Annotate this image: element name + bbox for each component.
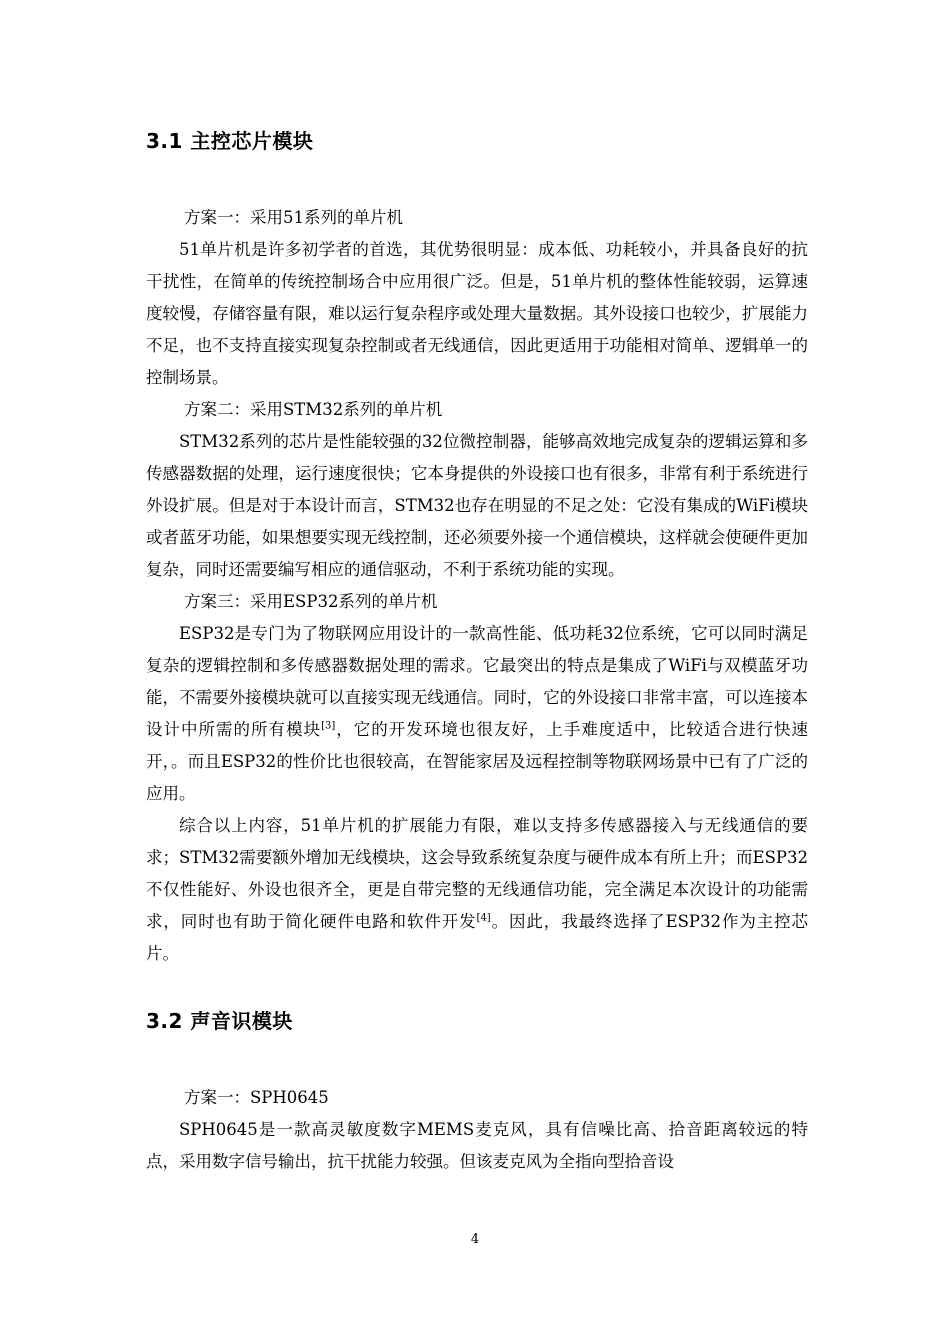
paragraph-text: 。因此，我最终选择了ESP32作为主控芯片。 [146,912,809,963]
section-heading-3-2: 3.2 声音识模块 [146,1009,293,1033]
body-paragraph: 51单片机是许多初学者的首选，其优势很明显：成本低、功耗较小，并具备良好的抗干扰性，在简单的传统控制场合中应用很广泛。但是，51单片机的整体性能较弱，运算速度较慢，存储容量有限，难以运行复杂程序或处理大量数据。其外设接口也较少，扩展能力不足，也不支持直接实现复杂控制或者无线通信，因此更适用于功能相对简单、逻辑单一的控制场景。 [146,240,808,387]
page-content [146,120,808,1178]
body-paragraph [146,810,808,970]
section-heading-3-1: 3.1 主控芯片模块 [146,129,314,153]
paragraph-text: ，它的开发环境也很友好，上手难度适中，比较适合进行快速开，。而且ESP32的性价比也很较高，在智能家居及远程控制等物联网场景中已有了广泛的应用。 [146,720,809,803]
scheme-label: 方案三：采用ESP32系列的单片机 [184,592,438,611]
body-paragraph: STM32系列的芯片是性能较强的32位微控制器，能够高效地完成复杂的逻辑运算和多传感器数据的处理，运行速度很快；它本身提供的外设接口也有很多，非常有利于系统进行外设扩展。但是对于本设计而言，STM32也存在明显的不足之处：它没有集成的WiFi模块或者蓝牙功能，如果想要实现无线控制，还必须要外接一个通信模块，这样就会使硬件更加复杂，同时还需要编写相应的通信驱动，不利于系统功能的实现。 [146,432,808,579]
citation-reference: [4] [476,912,491,924]
body-paragraph [146,618,808,810]
paragraph-text: 综合以上内容，51单片机的扩展能力有限，难以支持多传感器接入与无线通信的要求；STM32需要额外增加无线模块，这会导致系统复杂度与硬件成本有所上升；而ESP32不仅性能好、外设也很齐全，更是自带完整的无线通信功能，完全满足本次设计的功能需求，同时也有助于简化硬件电路和软件开发 [146,816,808,931]
page-number: 4 [470,1232,480,1247]
citation-reference: [3] [321,720,336,732]
paragraph-text: ESP32是专门为了物联网应用设计的一款高性能、低功耗32位系统，它可以同时满足复杂的逻辑控制和多传感器数据处理的需求。它最突出的特点是集成了WiFi与双模蓝牙功能，不需要外接模块就可以直接实现无线通信。同时，它的外设接口非常丰富，可以连接本设计中所需的所有模块 [146,624,808,739]
scheme-label: 方案一：采用51系列的单片机 [184,208,403,227]
body-paragraph: SPH0645是一款高灵敏度数字MEMS麦克风，具有信噪比高、拾音距离较远的特点，采用数字信号输出，抗干扰能力较强。但该麦克风为全指向型拾音设 [146,1120,808,1171]
scheme-label: 方案二：采用STM32系列的单片机 [184,400,443,419]
scheme-label: 方案一：SPH0645 [184,1088,329,1107]
